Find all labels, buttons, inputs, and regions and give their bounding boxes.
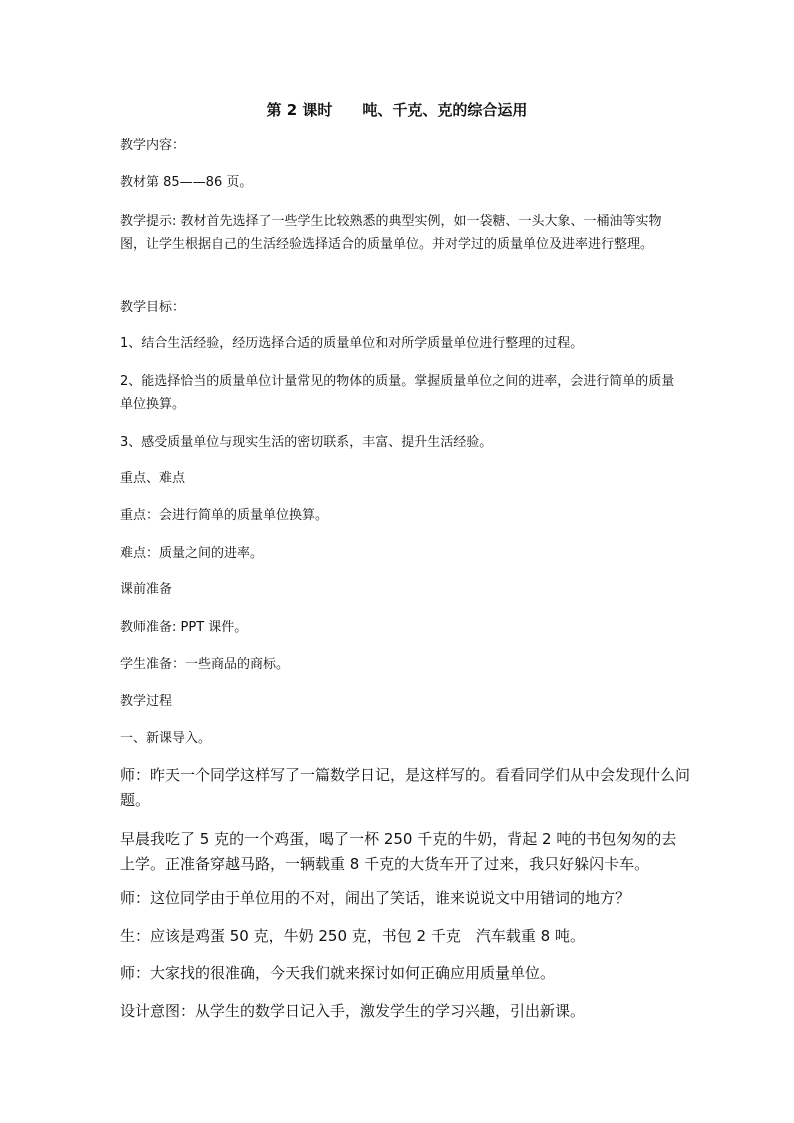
goal-3: 3、感受质量单位与现实生活的密切联系，丰富、提升生活经验。 xyxy=(120,435,493,450)
key-point: 重点：会进行简单的质量单位换算。 xyxy=(120,508,329,523)
section-teaching-content-label: 教学内容： xyxy=(120,138,186,153)
student-answer: 生：应该是鸡蛋 50 克，牛奶 250 克，书包 2 千克 汽车载重 8 吨。 xyxy=(120,927,585,945)
textbook-pages: 教材第 85——86 页。 xyxy=(120,175,253,190)
section-preparation-label: 课前准备 xyxy=(120,582,173,597)
lesson-title: 第 2 课时 吨、千克、克的综合运用 xyxy=(266,101,528,119)
section-teaching-goals-label: 教学目标： xyxy=(120,300,186,315)
teacher-statement-2: 师：这位同学由于单位用的不对，闹出了笑话，谁来说说文中用错词的地方？ xyxy=(120,889,631,907)
teacher-statement-3: 师：大家找的很准确，今天我们就来探讨如何正确应用质量单位。 xyxy=(120,964,556,982)
difficult-point: 难点：质量之间的进率。 xyxy=(120,546,264,561)
student-preparation: 学生准备：一些商品的商标。 xyxy=(120,657,290,672)
math-diary-text: 早晨我吃了 5 克的一个鸡蛋，喝了一杯 250 千克的牛奶，背起 2 吨的书包匆匆的去上学。正准备穿越马路，一辆载重 8 千克的大货车开了过来，我只好躲闪卡车。 xyxy=(120,830,677,873)
teaching-tips: 教学提示: 教材首先选择了一些学生比较熟悉的典型实例，如一袋糖、一头大象、一桶油等实物图，让学生根据自己的生活经验选择适合的质量单位。并对学过的质量单位及进率进行整理。 xyxy=(120,214,662,252)
goal-2: 2、能选择恰当的质量单位计量常见的物体的质量。掌握质量单位之间的进率，会进行简单的质量单位换算。 xyxy=(120,374,675,412)
section-key-difficult-label: 重点、难点 xyxy=(120,471,186,486)
goal-1: 1、结合生活经验，经历选择合适的质量单位和对所学质量单位进行整理的过程。 xyxy=(120,336,584,351)
section-teaching-process-label: 教学过程 xyxy=(120,694,173,709)
design-intent: 设计意图：从学生的数学日记入手，激发学生的学习兴趣，引出新课。 xyxy=(120,1002,586,1020)
teacher-statement-1: 师：昨天一个同学这样写了一篇数学日记，是这样写的。看看同学们从中会发现什么问题。 xyxy=(120,766,691,809)
new-lesson-intro-heading: 一、新课导入。 xyxy=(120,731,212,746)
teacher-preparation: 教师准备: PPT 课件。 xyxy=(120,620,248,635)
